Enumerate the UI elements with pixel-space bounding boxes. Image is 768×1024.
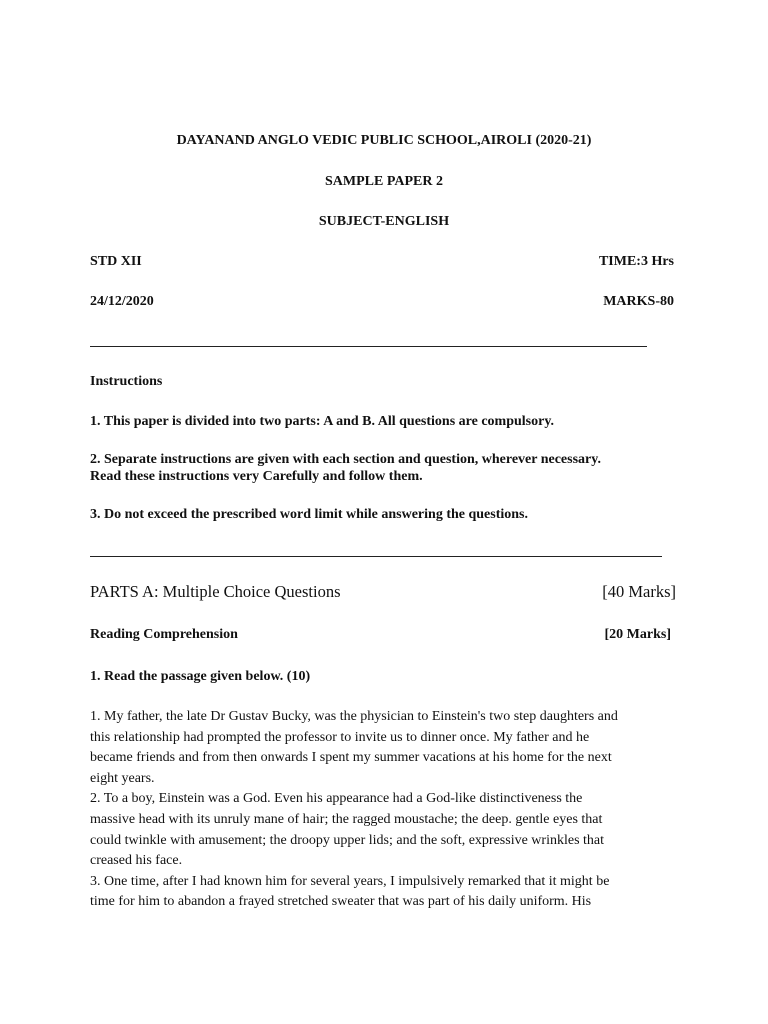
passage-line: time for him to abandon a frayed stretched sweater that was part of his daily uniform. His [90, 894, 592, 910]
divider-top [90, 346, 647, 347]
passage-line: 3. One time, after I had known him for several years, I impulsively remarked that it might be [90, 873, 610, 889]
passage-line: this relationship had prompted the professor to invite us to dinner once. My father and he [90, 729, 590, 745]
passage-line: massive head with its unruly mane of hair; the ragged moustache; the deep. gentle eyes that [90, 811, 603, 827]
instruction-2: 2. Separate instructions are given with each section and question, wherever necessary. [90, 452, 601, 467]
time-label: TIME:3 Hrs [598, 254, 674, 269]
school-title: DAYANAND ANGLO VEDIC PUBLIC SCHOOL,AIROLI (2020-21) [176, 133, 592, 148]
section-title: Reading Comprehension [90, 627, 238, 642]
question-1-heading: 1. Read the passage given below. (10) [90, 669, 311, 684]
divider-bottom [90, 556, 662, 557]
instructions-title: Instructions [90, 374, 163, 389]
passage-line: 2. To a boy, Einstein was a God. Even his appearance had a God-like distinctiveness the [90, 791, 583, 807]
section-marks: [20 Marks] [604, 627, 671, 642]
paper-title: SAMPLE PAPER 2 [325, 174, 443, 189]
instruction-1: 1. This paper is divided into two parts: A and B. All questions are compulsory. [90, 414, 555, 429]
part-a-marks: [40 Marks] [602, 582, 676, 601]
instruction-3: 3. Do not exceed the prescribed word limit while answering the questions. [90, 507, 528, 522]
date-label: 24/12/2020 [90, 294, 154, 309]
passage-line: eight years. [90, 770, 155, 786]
subject-title: SUBJECT-ENGLISH [318, 214, 450, 229]
std-label: STD XII [90, 254, 142, 269]
passage-line: could twinkle with amusement; the droopy upper lids; and the soft, expressive wrinkles that [90, 832, 605, 848]
passage-line: became friends and from then onwards I spent my summer vacations at his home for the next [90, 750, 612, 766]
marks-label: MARKS-80 [603, 294, 674, 309]
instruction-2-cont: Read these instructions very Carefully and follow them. [90, 469, 423, 484]
passage-line: creased his face. [90, 853, 183, 869]
part-a-title: PARTS A: Multiple Choice Questions [90, 582, 341, 601]
passage-text [90, 707, 670, 913]
passage-line: 1. My father, the late Dr Gustav Bucky, was the physician to Einstein's two step daughters and [90, 709, 618, 724]
